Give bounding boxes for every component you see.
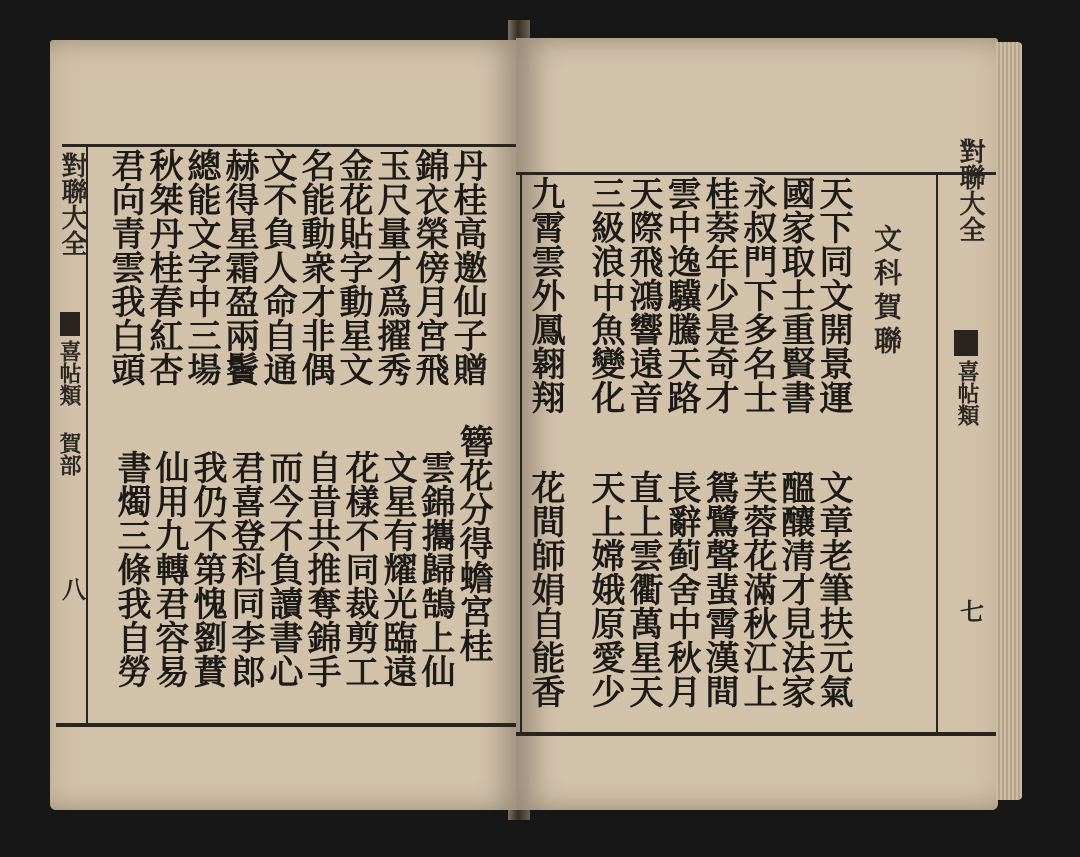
left-page: [50, 40, 518, 810]
right-lower-col-8: 花間師娟自能香: [525, 470, 565, 708]
left-margin-section: 喜帖類 賀部: [56, 340, 82, 476]
left-margin-fishtail: [60, 312, 80, 336]
right-inner-rule: [520, 172, 522, 734]
left-margin-page-number: 八: [62, 575, 86, 604]
left-lower-col-3: 文星有耀光臨遠: [377, 450, 417, 688]
left-lower-col-10: 書燭三條我自勞: [111, 450, 151, 688]
left-lower-col-4: 花樣不同裁剪工: [339, 450, 379, 688]
right-margin-title: 對聯大全: [955, 138, 985, 242]
left-lower-col-8: 我仍不第愧劉蕡: [187, 450, 227, 688]
left-bottom-rule: [56, 723, 518, 727]
right-lower-col-5: 長辭蓟舍中秋月: [661, 470, 701, 708]
right-lower-col-2: 醞釀清才見法家: [775, 470, 815, 708]
left-upper-col-4: 金花貼字動星文: [333, 148, 373, 386]
left-upper-col-6: 文不負人命自通: [257, 148, 297, 386]
right-bottom-rule: [516, 732, 998, 736]
left-lower-col-5: 自昔共推奪錦手: [301, 450, 341, 688]
right-upper-col-8: 九霄雲外鳳翱翔: [525, 176, 565, 414]
right-margin-page-number: 七: [960, 597, 984, 626]
right-upper-col-4: 桂萘年少是奇才: [699, 176, 739, 414]
left-top-rule: [62, 144, 516, 147]
right-lower-col-3: 芙蓉花滿秋江上: [737, 470, 777, 708]
left-upper-col-10: 君向青雲我白頭: [105, 148, 145, 386]
left-margin-title: 對聯大全: [57, 152, 87, 256]
page-edges: [996, 42, 1022, 800]
left-upper-col-9: 秋桀丹桂春紅杏: [143, 148, 183, 386]
left-lower-col-9: 仙用九轉君容易: [149, 450, 189, 688]
left-upper-col-2: 錦衣榮傍月宮飛: [409, 148, 449, 386]
left-upper-col-8: 總能文字中三場: [181, 148, 221, 386]
right-heading: 文科賀聯: [870, 224, 903, 360]
right-lower-col-1: 文章老筆扶元氣: [813, 470, 853, 708]
left-lower-col-6: 而今不負讀書心: [263, 450, 303, 688]
right-margin-section: 喜帖類: [954, 360, 980, 426]
right-outer-rule: [936, 172, 938, 734]
left-lower-col-7: 君喜登科同李郎: [225, 450, 265, 688]
left-upper-col-1: 丹桂高邀仙子贈: [447, 148, 487, 386]
right-page: [516, 38, 998, 810]
right-margin-fishtail: [954, 330, 978, 356]
right-upper-col-3: 永叔門下多名士: [737, 176, 777, 414]
right-lower-col-4: 鴛鷺聲蜚霄漢間: [699, 470, 739, 708]
left-upper-col-3: 玉尺量才爲擢秀: [371, 148, 411, 386]
left-upper-col-7: 赫得星霜盈兩鬢: [219, 148, 259, 386]
right-lower-col-6: 直上雲衢萬星天: [623, 470, 663, 708]
right-top-rule: [516, 172, 998, 175]
right-lower-col-7: 天上嫦娥原愛少: [585, 470, 625, 708]
right-upper-col-6: 天際飛鴻響遠音: [623, 176, 663, 414]
left-lower-col-2: 雲錦攜歸鵠上仙: [415, 450, 455, 688]
right-upper-col-7: 三級浪中魚變化: [585, 176, 625, 414]
right-upper-col-2: 國家取士重賢書: [775, 176, 815, 414]
right-upper-col-5: 雲中逸驥騰天路: [661, 176, 701, 414]
left-lower-col-1: 簪花分得蟾宮桂: [453, 424, 493, 662]
right-upper-col-1: 天下同文開景運: [813, 176, 853, 414]
left-upper-col-5: 名能動衆才非偶: [295, 148, 335, 386]
